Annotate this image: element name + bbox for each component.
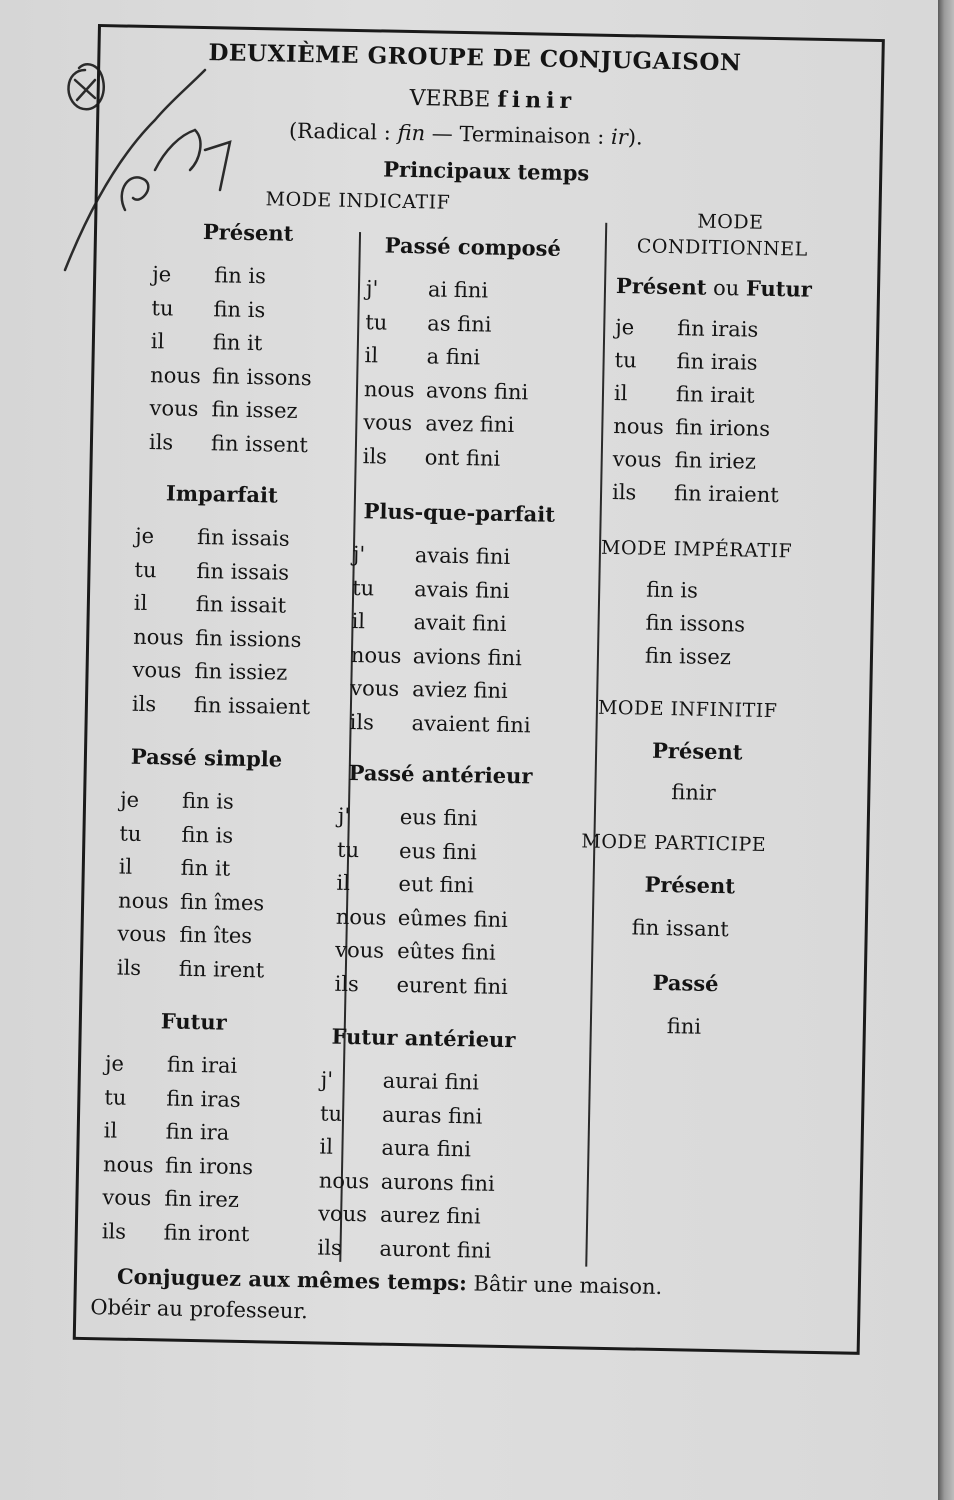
verb-form: fin irons: [164, 1153, 254, 1179]
verb-form: auras fini: [381, 1102, 483, 1129]
verb-form: fin iront: [163, 1219, 250, 1246]
participe-passe-label: Passé: [652, 969, 719, 997]
conjugation-row: [102, 1185, 239, 1212]
pronoun: ils: [611, 479, 637, 505]
verb-form: fin îmes: [179, 889, 265, 915]
radical-line: (Radical : fin — Terminaison : ir).: [288, 118, 643, 150]
mode-indicatif-label: MODE INDICATIF: [265, 188, 451, 214]
conjugation-row: [103, 1152, 253, 1179]
conjugation-row: [352, 575, 510, 602]
verb-form: eut fini: [398, 871, 475, 898]
verb-form: fin iraient: [673, 481, 779, 508]
conditionnel-row: [613, 414, 770, 441]
pronoun: je: [104, 1051, 125, 1076]
conjugation-row: [149, 396, 297, 423]
conjugation-row: [104, 1085, 241, 1112]
verb-form: fin issiez: [194, 658, 288, 685]
verb-form: fin issais: [196, 558, 290, 585]
conjugation-row: [351, 642, 522, 669]
conditionnel-tense-heading: Présent ou Futur: [615, 272, 813, 302]
verb-form: auront fini: [379, 1236, 492, 1263]
conjugation-row: [132, 691, 311, 718]
verb-infinitive: finir: [497, 86, 577, 115]
verb-form: eus fini: [398, 838, 478, 864]
verb-form: eurent fini: [396, 972, 509, 999]
conjugation-row: [363, 444, 501, 471]
verb-form: eus fini: [399, 804, 478, 831]
pronoun: tu: [104, 1084, 127, 1110]
verb-form: fin is: [181, 822, 234, 848]
pronoun: il: [319, 1134, 334, 1159]
imperatif-row: fin issez: [644, 643, 732, 670]
conditionnel-row: [614, 348, 757, 375]
verb-form: fin iriez: [674, 448, 757, 474]
conjugation-row: [149, 430, 308, 457]
verb-form: fin irais: [677, 316, 759, 342]
mode-conditionnel-label-1: MODE: [697, 210, 764, 234]
pronoun: ils: [334, 971, 360, 996]
conditionnel-row: [613, 447, 757, 474]
conjugation-row: [335, 938, 496, 965]
mode-imperatif-label: MODE IMPÉRATIF: [600, 536, 793, 563]
verb-heading: VERBE finir: [409, 85, 577, 115]
conjugation-row: [119, 821, 233, 847]
pronoun: je: [119, 787, 140, 812]
pronoun: il: [613, 380, 628, 406]
conjugation-row: [150, 363, 312, 390]
tense-heading: Présent: [202, 219, 294, 246]
conjugation-row: [134, 557, 289, 584]
conjugation-table-frame: [73, 24, 885, 1355]
conjugation-row: [105, 1051, 238, 1078]
pronoun: nous: [102, 1151, 154, 1177]
pronoun: il: [103, 1118, 118, 1143]
conjugation-row: [117, 922, 252, 949]
verb-form: a fini: [426, 344, 481, 370]
pronoun: ils: [349, 709, 375, 734]
participe-passe-form: fini: [666, 1014, 702, 1039]
pronoun: nous: [363, 376, 415, 402]
verb-form: fin ira: [165, 1119, 230, 1145]
verb-form: aurez fini: [379, 1202, 481, 1229]
verb-form: fin irai: [166, 1052, 238, 1078]
conjugation-row: [366, 276, 489, 302]
pronoun: vous: [612, 446, 662, 472]
verb-form: fin îtes: [179, 922, 253, 949]
tense-heading: Futur: [160, 1008, 227, 1035]
pronoun: nous: [133, 624, 184, 650]
pronoun: vous: [335, 937, 385, 963]
pronoun: je: [615, 314, 635, 340]
pronoun: tu: [614, 347, 637, 373]
conjugation-row: [337, 837, 477, 864]
conjugation-row: [132, 658, 287, 685]
pronoun: vous: [117, 921, 167, 947]
pronoun: nous: [350, 642, 402, 668]
participe-present-form: fin issant: [631, 915, 729, 942]
verb-form: fin iras: [166, 1086, 241, 1112]
verb-form: avez fini: [425, 411, 515, 438]
conjugation-row: [317, 1235, 491, 1262]
verb-form: fin irez: [164, 1186, 240, 1212]
participe-present-label: Présent: [644, 871, 736, 899]
conjugation-row: [118, 888, 264, 915]
pronoun: tu: [134, 557, 157, 582]
conjugation-row: [365, 310, 492, 336]
conjugation-row: [363, 410, 514, 437]
conjugation-row: [134, 591, 287, 618]
pronoun: il: [351, 608, 366, 634]
verb-form: fin irait: [675, 382, 755, 408]
conjugation-row: [350, 676, 508, 703]
conjugation-row: [318, 1201, 481, 1228]
pronoun: j': [365, 276, 379, 301]
conjugation-row: [119, 855, 231, 881]
conjugation-row: [351, 609, 506, 636]
conjugation-row: [151, 329, 263, 355]
verb-form: avaient fini: [411, 710, 531, 737]
verb-form: aurons fini: [380, 1169, 496, 1196]
verb-form: avait fini: [413, 610, 507, 636]
pronoun: nous: [117, 888, 169, 914]
conjugation-row: [364, 377, 529, 404]
pronoun: vous: [350, 675, 400, 701]
tense-heading: Futur antérieur: [331, 1023, 516, 1053]
pronoun: nous: [613, 413, 665, 439]
pronoun: nous: [150, 362, 201, 388]
verb-form: ont fini: [424, 444, 501, 471]
verb-form: fin irent: [178, 956, 265, 982]
conjugation-row: [120, 788, 234, 814]
infinitif-tense: Présent: [651, 737, 743, 765]
verb-form: fin irais: [676, 349, 758, 375]
pronoun: il: [364, 343, 379, 368]
verb-form: avions fini: [412, 643, 523, 670]
conjugation-row: [102, 1219, 250, 1246]
pronoun: vous: [363, 410, 413, 436]
verb-form: fin is: [181, 788, 235, 814]
imperatif-row: fin is: [646, 577, 699, 603]
verb-form: avais fini: [413, 576, 510, 603]
conjugation-row: [336, 871, 474, 898]
pronoun: vous: [149, 396, 199, 421]
verb-form: fin is: [213, 296, 266, 322]
pronoun: il: [336, 870, 351, 895]
verb-form: fin it: [180, 855, 231, 881]
verb-form: fin issais: [196, 525, 290, 551]
tense-heading: Passé composé: [384, 232, 562, 261]
conjugation-row: [133, 624, 302, 651]
pronoun: ils: [116, 955, 142, 980]
page-title: DEUXIÈME GROUPE DE CONJUGAISON: [208, 39, 742, 77]
imperatif-row: fin issons: [645, 610, 746, 637]
conjugation-row: [320, 1101, 483, 1128]
conjugation-row: [353, 542, 511, 569]
conjugation-row: [135, 524, 290, 551]
verb-form: eûtes fini: [397, 938, 497, 965]
verb-form: avons fini: [425, 377, 529, 404]
book-gutter: [938, 0, 954, 1500]
conditionnel-row: [615, 315, 758, 342]
conjugation-row: [319, 1168, 495, 1195]
tense-heading: Imparfait: [165, 480, 278, 508]
pronoun: tu: [151, 295, 174, 321]
pronoun: il: [133, 590, 148, 616]
verb-form: aviez fini: [412, 677, 509, 703]
pronoun: vous: [132, 657, 182, 683]
tense-heading: Passé antérieur: [348, 759, 533, 789]
conjugation-row: [349, 709, 530, 736]
conditionnel-row: [614, 381, 755, 408]
mode-conditionnel-label-2: CONDITIONNEL: [636, 235, 808, 261]
verb-form: fin issez: [211, 397, 298, 423]
pronoun: ils: [101, 1218, 127, 1244]
pronoun: tu: [365, 309, 388, 335]
conjugation-row: [334, 971, 508, 998]
verb-form: as fini: [427, 310, 492, 337]
verb-form: fin issions: [195, 625, 302, 652]
pronoun: j': [352, 541, 366, 567]
verb-form: fin irions: [675, 415, 771, 441]
pronoun: vous: [317, 1201, 368, 1227]
pronoun: tu: [351, 575, 375, 600]
conjugation-row: [104, 1118, 230, 1144]
pronoun: je: [151, 262, 172, 287]
verb-form: fin issent: [210, 430, 309, 457]
conditionnel-row: [612, 480, 779, 507]
verb-form: eûmes fini: [397, 905, 509, 932]
verb-form: fin issait: [195, 591, 287, 618]
pronoun: ils: [317, 1234, 343, 1260]
verb-form: aura fini: [381, 1135, 472, 1162]
exercise-line-1: Conjuguez aux mêmes temps: Bâtir une maison.: [116, 1263, 663, 1300]
pronoun: nous: [335, 904, 387, 930]
conjugation-row: [321, 1067, 480, 1094]
column-divider-right: [585, 223, 607, 1267]
pronoun: ils: [148, 429, 174, 455]
verb-form: fin is: [213, 263, 267, 289]
pronoun: il: [150, 329, 165, 354]
conjugation-row: [364, 343, 480, 369]
tense-heading: Passé simple: [130, 743, 283, 772]
conjugation-row: [338, 804, 478, 831]
conjugation-row: [336, 904, 508, 931]
verb-form: aurai fini: [382, 1068, 480, 1095]
conjugation-row: [152, 262, 266, 288]
pronoun: ils: [131, 691, 157, 716]
conjugation-row: [319, 1134, 471, 1161]
pronoun: j': [320, 1067, 334, 1092]
mode-participe-label: MODE PARTICIPE: [581, 830, 767, 856]
pronoun: nous: [318, 1167, 370, 1193]
pronoun: vous: [102, 1185, 152, 1211]
infinitif-form: finir: [671, 780, 716, 805]
pronoun: tu: [119, 821, 142, 846]
verb-form: fin issons: [212, 363, 312, 390]
verb-form: avais fini: [414, 543, 511, 570]
conjugation-row: [117, 955, 265, 982]
pronoun: tu: [336, 837, 360, 862]
mode-infinitif-label: MODE INFINITIF: [597, 696, 778, 723]
pronoun: il: [118, 854, 133, 879]
tense-heading: Plus-que-parfait: [363, 498, 556, 527]
conjugation-row: [151, 296, 265, 322]
pronoun: j': [337, 803, 351, 828]
exercise-line-2: Obéir au professeur.: [90, 1295, 309, 1324]
verb-form: fin it: [212, 330, 263, 356]
pronoun: tu: [319, 1100, 343, 1126]
pronoun: ils: [362, 443, 388, 469]
pronoun: je: [134, 523, 155, 549]
principal-tenses-heading: Principaux temps: [383, 156, 590, 186]
verb-form: fin issaient: [193, 692, 311, 719]
verb-form: ai fini: [427, 277, 489, 303]
